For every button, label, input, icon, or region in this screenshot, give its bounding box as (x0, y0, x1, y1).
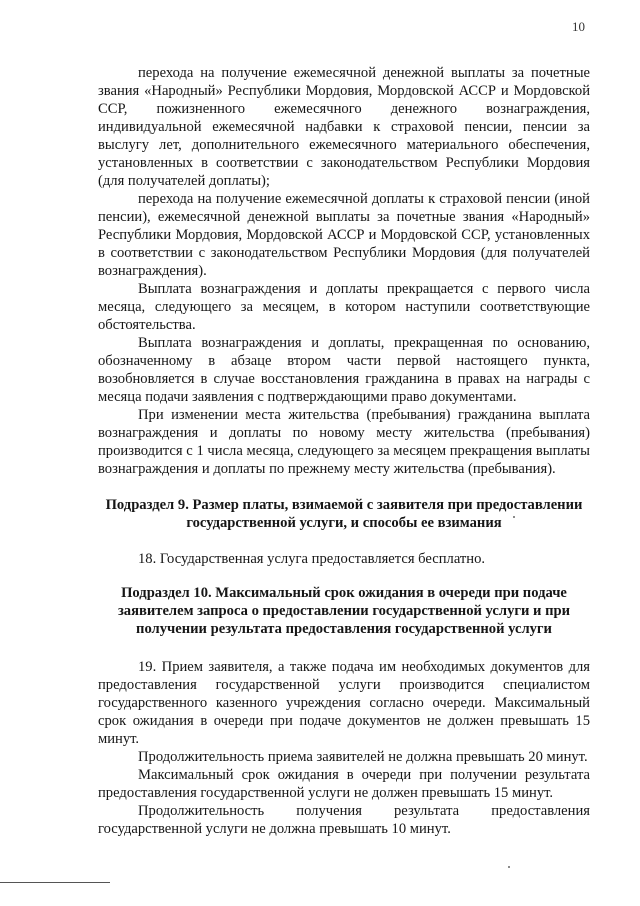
paragraph: Продолжительность приема заявителей не должна превышать 20 минут. (138, 749, 588, 765)
document-body (98, 64, 590, 838)
footer-rule (0, 882, 110, 883)
subsection-10-heading: Подраздел 10. Максимальный срок ожидания в очереди при подаче заявителем запроса о предоставлении государственной услуги и при получении результата предоставления государственной услуги (117, 585, 571, 637)
page-number: 10 (572, 19, 585, 34)
paragraph: перехода на получение ежемесячной доплаты к страховой пенсии (иной пенсии), ежемесячной денежной выплаты за почетные звания «Народный» Республики Мордовия, Мордовской АССР и Мордовской ССР, установленных в соответствии с законодательством Республики Мордовия (для получателей вознаграждения). (98, 191, 590, 279)
paragraph: перехода на получение ежемесячной денежной выплаты за почетные звания «Народный» Республики Мордовия, Мордовской АССР и Мордовской ССР, пожизненного ежемесячного денежного вознаграждения, индивидуальной ежемесячной надбавки к страховой пенсии, пенсии за выслугу лет, дополнительного ежемесячного материального обеспечения, установленных в соответствии с законодательством Республики Мордовия (для получателей доплаты); (98, 65, 590, 189)
paragraph-18: 18. Государственная услуга предоставляется бесплатно. (138, 551, 486, 567)
paragraph: Выплата вознаграждения и доплаты, прекращенная по основанию, обозначенному в абзаце втором части первой настоящего пункта, возобновляется в случае восстановления гражданина в правах на награды с месяца подачи заявления с подтверждающими право документами. (98, 335, 590, 405)
paragraph-19: 19. Прием заявителя, а также подача им необходимых документов для предоставления государственной услуги производится специалистом государственного казенного учреждения согласно очереди. Максимальный срок ожидания в очереди при подаче документов не должен превышать 15 минут. (98, 659, 590, 747)
scan-speck (513, 516, 515, 518)
paragraph: Максимальный срок ожидания в очереди при получении результата предоставления государственной услуги не должен превышать 15 минут. (98, 767, 590, 801)
paragraph: При изменении места жительства (пребывания) гражданина выплата вознаграждения и доплаты по новому месту жительства (пребывания) производится с 1 числа месяца, следующего за месяцем прекращения выплаты вознаграждения и доплаты по прежнему месту жительства (пребывания). (98, 407, 590, 477)
paragraph: Выплата вознаграждения и доплаты прекращается с первого числа месяца, следующего за месяцем, в котором наступили соответствующие обстоятельства. (98, 281, 590, 333)
paragraph: Продолжительность получения результата предоставления государственной услуги не должна превышать 10 минут. (98, 803, 590, 837)
subsection-9-heading: Подраздел 9. Размер платы, взимаемой с заявителя при предоставлении государственной услуги, и способы ее взимания (105, 497, 583, 531)
scan-speck (508, 866, 510, 868)
